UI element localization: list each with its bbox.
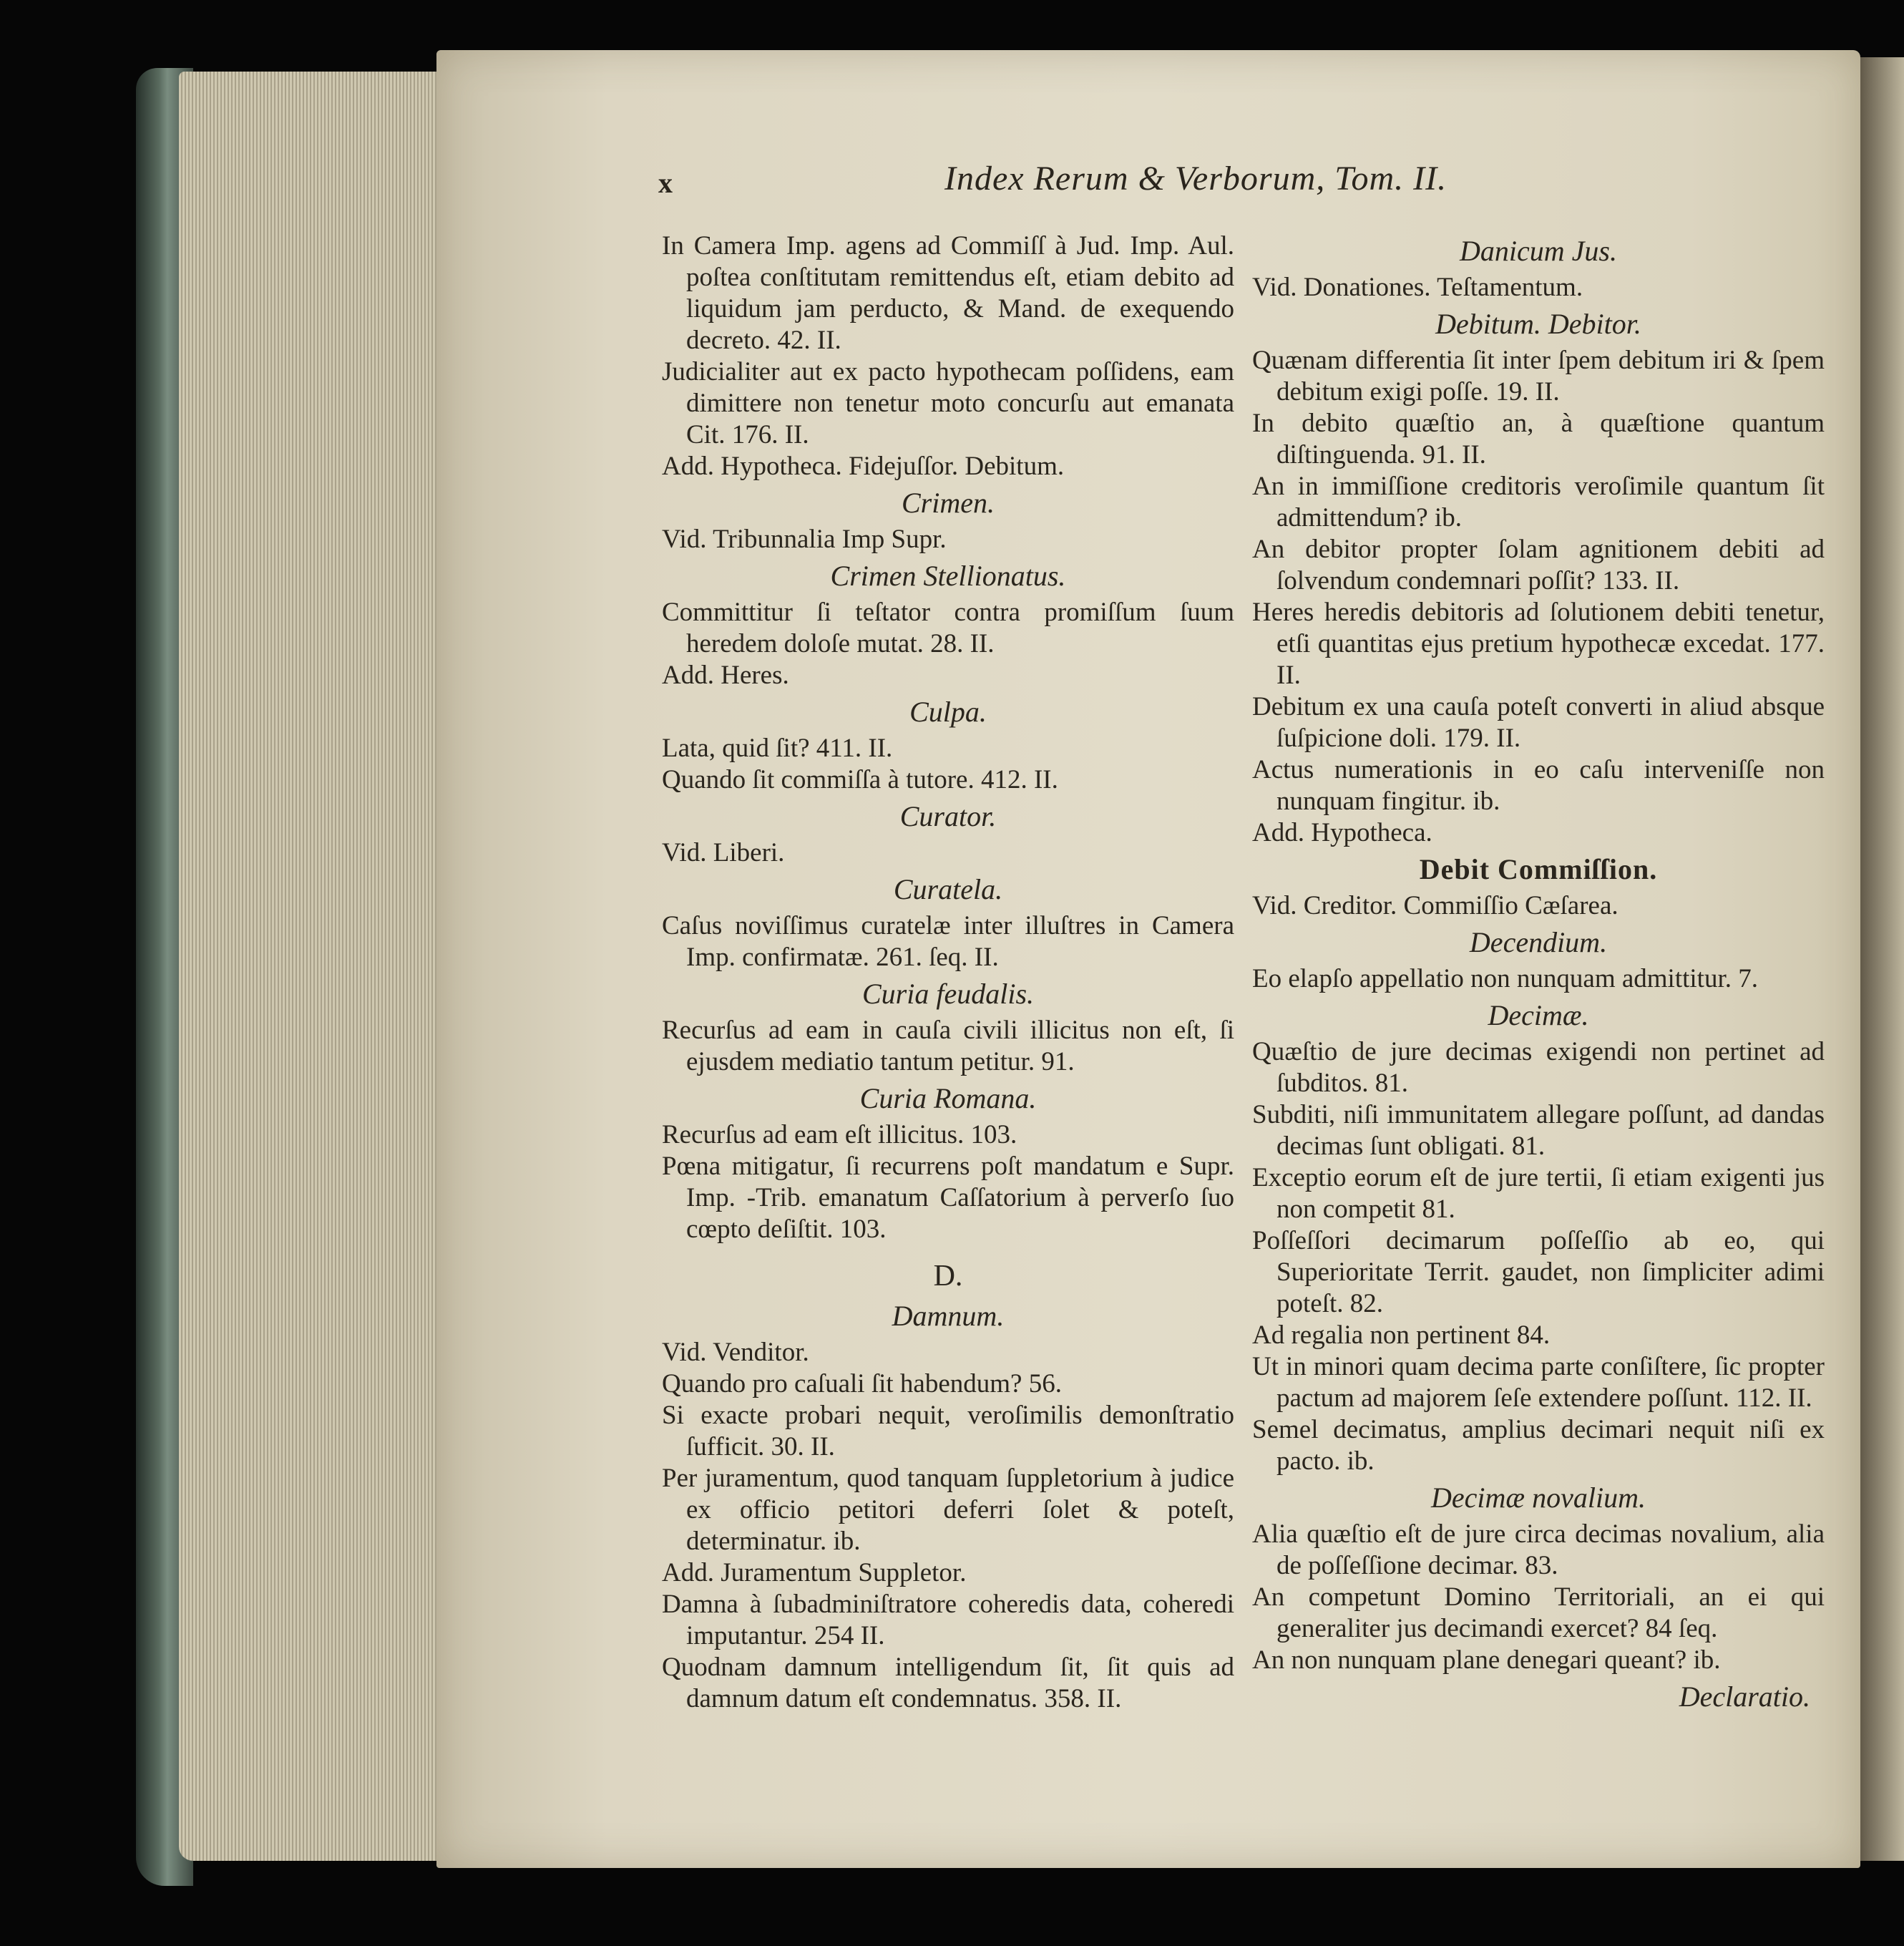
index-entry: Vid. Tribunnalia Imp Supr.: [662, 525, 947, 554]
index-entry: Alia quæſtio eſt de jure circa decimas novalium, alia de poſſeſſione decimar. 83.: [1252, 1519, 1825, 1580]
index-entry: Si exacte probari nequit, veroſimilis demonſtratio ſufficit. 30. II.: [662, 1401, 1234, 1461]
index-entry: Heres heredis debitoris ad ſolutionem debiti tenetur, etſi quantitas ejus pretium hypothecæ excedat. 177. II.: [1252, 598, 1825, 690]
index-heading: Culpa.: [909, 696, 987, 728]
index-heading: Debit Commiſſion.: [1419, 853, 1658, 885]
folio-number: x: [658, 167, 673, 199]
index-entry: Eo elapſo appellatio non nunquam admittitur. 7.: [1252, 964, 1758, 993]
page-block-edge: [179, 72, 436, 1861]
catchword: Declaratio.: [1679, 1680, 1810, 1713]
index-entry: Caſus noviſſimus curatelæ inter illuſtres in Camera Imp. confirmatæ. 261. ſeq. II.: [662, 911, 1234, 972]
index-entry: Ad regalia non pertinent 84.: [1252, 1320, 1551, 1350]
index-heading: Curatela.: [893, 873, 1003, 905]
index-heading: Curator.: [899, 800, 997, 832]
index-entry: Quæſtio de jure decimas exigendi non pertinet ad ſubditos. 81.: [1252, 1037, 1825, 1098]
index-entry: In debito quæſtio an, à quæſtione quantum diſtinguenda. 91. II.: [1252, 409, 1825, 470]
index-entry: Vid. Venditor.: [662, 1338, 809, 1367]
index-heading: Crimen.: [902, 487, 995, 519]
index-entry: Quodnam damnum intelligendum ſit, ſit quis ad damnum datum eſt condemnatus. 358. II.: [662, 1653, 1234, 1713]
index-entry: Vid. Donationes. Teſtamentum.: [1252, 273, 1583, 302]
index-entry: Recurſus ad eam eſt illicitus. 103.: [662, 1120, 1017, 1149]
index-entry: An in immiſſione creditoris veroſimile quantum ſit admittendum? ib.: [1252, 472, 1825, 532]
index-entry: Damna à ſubadminiſtratore coheredis data, coheredi imputantur. 254 II.: [662, 1590, 1234, 1650]
index-entry: Per juramentum, quod tanquam ſuppletorium à judice ex officio petitori deferri ſolet & poteſt, determinatur. ib.: [662, 1464, 1234, 1556]
index-entry: Add. Hypotheca.: [1252, 818, 1432, 847]
index-entry: Vid. Liberi.: [662, 838, 785, 867]
index-entry: An competunt Domino Territoriali, an ei qui generaliter jus decimandi exercet? 84 ſeq.: [1252, 1582, 1825, 1643]
index-heading: Decimæ novalium.: [1431, 1482, 1646, 1514]
index-entry: Vid. Creditor. Commiſſio Cæſarea.: [1252, 891, 1619, 920]
index-entry: Committitur ſi teſtator contra promiſſum ſuum heredem doloſe mutat. 28. II.: [662, 598, 1234, 658]
index-heading: Danicum Jus.: [1460, 235, 1617, 267]
index-heading: Decendium.: [1469, 926, 1608, 958]
index-column-right: [1252, 230, 1825, 1718]
index-entry: Exceptio eorum eſt de jure tertii, ſi etiam exigenti jus non competit 81.: [1252, 1163, 1825, 1224]
index-entry: An non nunquam plane denegari queant? ib.: [1252, 1645, 1721, 1675]
index-entry: In Camera Imp. agens ad Commiſſ à Jud. Imp. Aul. poſtea conſtitutam remittendus eſt, etiam debito ad liquidum jam perducto, & Mand. de exequendo decreto. 42. II.: [662, 231, 1234, 355]
index-entry: Judicialiter aut ex pacto hypothecam poſſidens, eam dimittere non tenetur moto concurſu aut emanata Cit. 176. II.: [662, 357, 1234, 449]
index-entry: Recurſus ad eam in cauſa civili illicitus non eſt, ſi ejusdem mediatio tantum petitur. 91.: [662, 1016, 1234, 1076]
index-heading: Curia feudalis.: [861, 978, 1035, 1010]
index-entry: Quando pro caſuali ſit habendum? 56.: [662, 1369, 1062, 1398]
index-entry: Subditi, niſi immunitatem allegare poſſunt, ad dandas decimas ſunt obligati. 81.: [1252, 1100, 1825, 1161]
index-entry: Ut in minori quam decima parte conſiſtere, ſic propter pactum ad majorem ſeſe extendere poſſunt. 112. II.: [1252, 1352, 1825, 1413]
facing-page-edge: [1857, 57, 1904, 1861]
index-entry: Poſſeſſori decimarum poſſeſſio ab eo, qui Superioritate Territ. gaudet, non ſimpliciter adimi poteſt. 82.: [1252, 1226, 1825, 1318]
index-entry: Quænam differentia ſit inter ſpem debitum iri & ſpem debitum exigi poſſe. 19. II.: [1252, 346, 1825, 407]
index-entry: Lata, quid ſit? 411. II.: [662, 734, 893, 763]
index-entry: Semel decimatus, amplius decimari nequit niſi ex pacto. ib.: [1252, 1415, 1825, 1476]
index-entry: Add. Hypotheca. Fidejuſſor. Debitum.: [662, 452, 1065, 481]
running-title: Index Rerum & Verborum, Tom. II.: [944, 160, 1447, 198]
index-heading: Debitum. Debitor.: [1435, 308, 1641, 340]
index-entry: Actus numerationis in eo caſu interveniſſe non nunquam fingitur. ib.: [1252, 755, 1825, 816]
index-heading: Curia Romana.: [859, 1082, 1037, 1114]
index-entry: Debitum ex una cauſa poteſt converti in aliud absque ſuſpicione doli. 179. II.: [1252, 692, 1825, 753]
index-entry: Add. Juramentum Suppletor.: [662, 1558, 967, 1587]
index-entry: Add. Heres.: [662, 661, 789, 690]
index-entry: Pœna mitigatur, ſi recurrens poſt mandatum e Supr. Imp. -Trib. emanatum Caſſatorium à perverſo ſuo cœpto deſiſtit. 103.: [662, 1152, 1234, 1244]
index-entry: Quando ſit commiſſa à tutore. 412. II.: [662, 765, 1058, 794]
index-heading: Decimæ.: [1488, 999, 1589, 1031]
section-letter: D.: [933, 1260, 963, 1293]
index-column-left: [662, 230, 1234, 1715]
index-entry: An debitor propter ſolam agnitionem debiti ad ſolvendum condemnari poſſit? 133. II.: [1252, 535, 1825, 595]
index-heading: Damnum.: [892, 1300, 1005, 1332]
index-heading: Crimen Stellionatus.: [830, 560, 1066, 592]
